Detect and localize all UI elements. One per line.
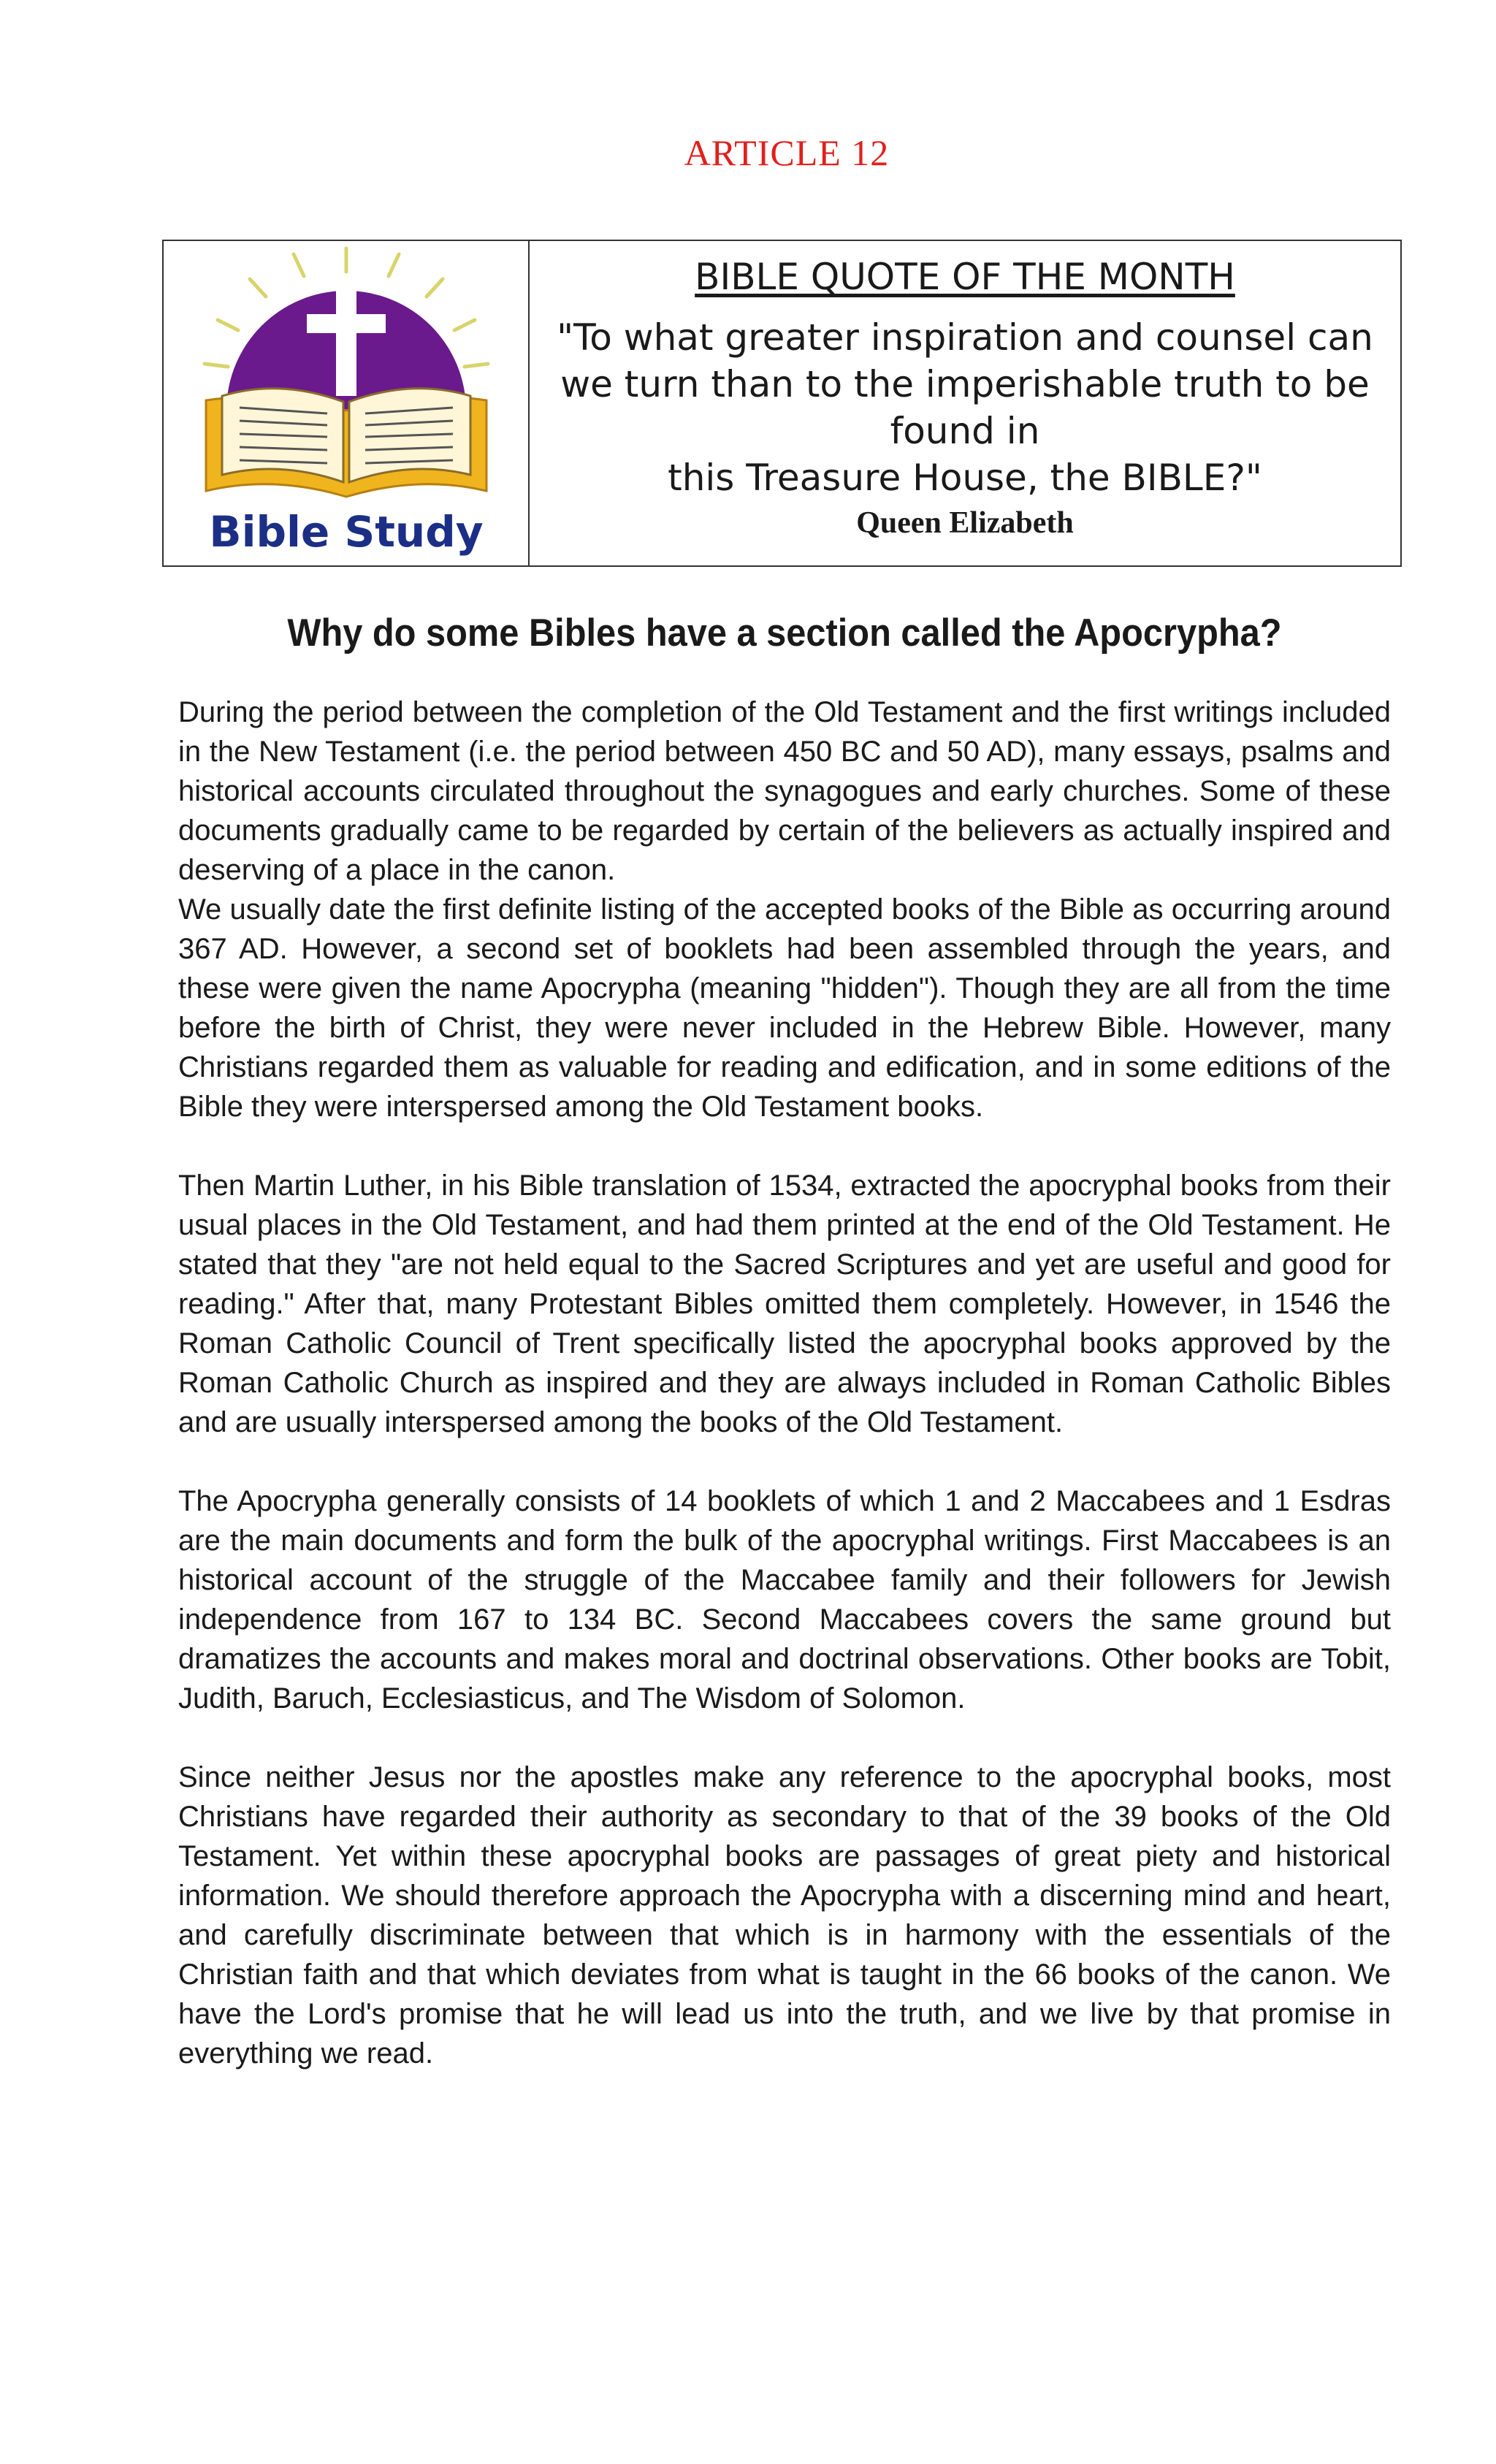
quote-line: found in [890,410,1040,452]
quote-line: "To what greater inspiration and counsel can [557,316,1373,359]
quote-panel [530,241,1400,565]
quote-line: this Treasure House, the BIBLE?" [668,457,1262,499]
bible-study-logo [164,241,530,565]
logo-caption: Bible Study [209,507,484,557]
quote-box [162,240,1402,567]
article-title: Why do some Bibles have a section called the Apocrypha? [287,611,1282,655]
article-paragraph: Since neither Jesus nor the apostles make any reference to the apocryphal books, most Christians have regarded their authority as secondary to that of the 39 books of the Old Testament. Yet within these apocryphal books are passages of great piety and historical information. We should therefore approach the Apocrypha with a discerning mind and heart, and carefully discriminate between that which is in harmony with the essentials of the Christian faith and that which deviates from what is taught in the 66 books of the canon. We have the Lord's promise that he will lead us into the truth, and we live by that promise in everything we read. [178,1761,1391,2070]
article-paragraph: Then Martin Luther, in his Bible translation of 1534, extracted the apocryphal books from their usual places in the Old Testament, and had them printed at the end of the Old Testament. He stated that they "are not held equal to the Sacred Scriptures and yet are useful and good for reading." After that, many Protestant Bibles omitted them completely. However, in 1546 the Roman Catholic Council of Trent specifically listed the apocryphal books approved by the Roman Catholic Church as inspired and they are always included in Roman Catholic Bibles and are usually interspersed among the books of the Old Testament. [178,1170,1391,1438]
article-paragraph: The Apocrypha generally consists of 14 booklets of which 1 and 2 Maccabees and 1 Esdras are the main documents and form the bulk of the apocryphal writings. First Maccabees is an historical account of the struggle of the Maccabee family and their followers for Jewish independence from 167 to 134 BC. Second Maccabees covers the same ground but dramatizes the accounts and makes moral and doctrinal observations. Other books are Tobit, Judith, Baruch, Ecclesiasticus, and The Wisdom of Solomon. [178,1485,1391,1714]
quote-text [544,314,1386,501]
quote-line: we turn than to the imperishable truth to be [560,363,1370,405]
article-label: ARTICLE 12 [684,132,890,173]
article-body [178,693,1391,2073]
quote-heading: BIBLE QUOTE OF THE MONTH [695,256,1235,298]
quote-author: Queen Elizabeth [856,506,1074,540]
article-paragraph: During the period between the completion of the Old Testament and the first writings included in the New Testament (i.e. the period between 450 BC and 50 AD), many essays, psalms and historical accounts circulated throughout the synagogues and early churches. Some of these documents gradually came to be regarded by certain of the believers as actually inspired and deserving of a place in the canon. [178,696,1391,886]
article-paragraph: We usually date the first definite listing of the accepted books of the Bible as occurring around 367 AD. However, a second set of booklets had been assembled through the years, and these were given the name Apocrypha (meaning "hidden"). Though they are all from the time before the birth of Christ, they were never included in the Hebrew Bible. However, many Christians regarded them as valuable for reading and edification, and in some editions of the Bible they were interspersed among the Old Testament books. [178,893,1391,1123]
bible-study-logo-icon [164,241,528,565]
